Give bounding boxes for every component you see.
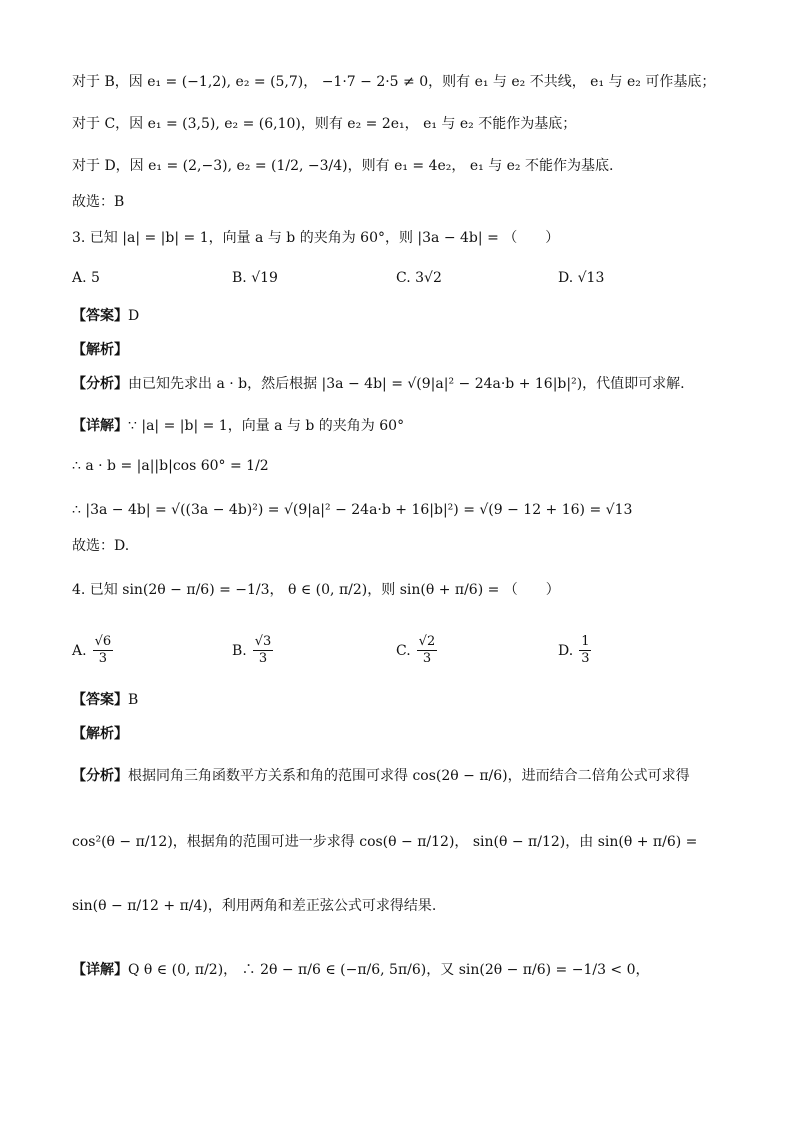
answer-value: D xyxy=(128,308,140,324)
step-line-2: ∴ |3a − 4b| = √((3a − 4b)²) = √(9|a|² − 24a·b + 16|b|²) = √(9 − 12 + 16) = √13 xyxy=(72,502,633,518)
q3-option-a: A. 5 xyxy=(72,270,100,286)
fenxi-text: 根据同角三角函数平方关系和角的范围可求得 cos(2θ − π/6)，进而结合二倍角公式可求得 xyxy=(128,768,690,784)
choose-line-1: 故选：B xyxy=(72,194,125,210)
answer-value: B xyxy=(128,692,139,708)
fenxi-line-2a xyxy=(72,766,754,786)
analysis-heading-1: 【解析】 xyxy=(72,342,128,358)
answer-line-1 xyxy=(72,306,754,326)
fenxi-line-1 xyxy=(72,374,754,394)
fenxi-line-2c: sin(θ − π/12 + π/4)，利用两角和差正弦公式可求得结果. xyxy=(72,898,437,914)
q4-option-a-fraction xyxy=(93,634,114,667)
q4-option-d-numerator: 1 xyxy=(581,634,590,649)
q3-option-b: B. √19 xyxy=(232,270,278,286)
q4-option-a-denominator: 3 xyxy=(98,651,107,666)
xiangjie-text: ∵ |a| = |b| = 1，向量 a 与 b 的夹角为 60° xyxy=(128,418,405,434)
q4-option-b-fraction xyxy=(253,634,274,667)
analysis-heading-2: 【解析】 xyxy=(72,726,128,742)
q4-option-a-label: A. xyxy=(72,642,87,659)
q4-option-c xyxy=(396,634,437,667)
q4-option-c-fraction xyxy=(417,634,438,667)
xiangjie-line-2 xyxy=(72,960,754,980)
q4-option-d-denominator: 3 xyxy=(581,651,590,666)
question-3: 3. 已知 |a| = |b| = 1，向量 a 与 b 的夹角为 60°，则 |3a − 4b| = （ ） xyxy=(72,230,560,246)
q4-option-b-label: B. xyxy=(232,642,247,659)
case-b-line: 对于 B，因 e₁ = (−1,2), e₂ = (5,7)， −1·7 − 2·5 ≠ 0，则有 e₁ 与 e₂ 不共线， e₁ 与 e₂ 可作基底； xyxy=(72,74,716,90)
q4-option-d xyxy=(558,634,591,667)
q4-option-b-denominator: 3 xyxy=(258,651,268,666)
q4-option-b xyxy=(232,634,273,667)
q3-options xyxy=(72,270,752,310)
q4-option-a-numerator: √6 xyxy=(94,634,112,649)
answer-tag: 【答案】 xyxy=(72,692,128,708)
fenxi-tag: 【分析】 xyxy=(72,768,128,784)
answer-tag: 【答案】 xyxy=(72,308,128,324)
fenxi-line-2b: cos²(θ − π/12)，根据角的范围可进一步求得 cos(θ − π/12)， sin(θ − π/12)，由 sin(θ + π/6) = xyxy=(72,834,698,850)
case-c-line: 对于 C，因 e₁ = (3,5), e₂ = (6,10)，则有 e₂ = 2e₁， e₁ 与 e₂ 不能作为基底； xyxy=(72,116,577,132)
question-4: 4. 已知 sin(2θ − π/6) = −1/3， θ ∈ (0, π/2)，则 sin(θ + π/6) = （ ） xyxy=(72,582,560,598)
fenxi-tag: 【分析】 xyxy=(72,376,128,392)
q3-option-d: D. √13 xyxy=(558,270,605,286)
q4-option-d-fraction xyxy=(579,634,591,667)
xiangjie-tag: 【详解】 xyxy=(72,418,128,434)
xiangjie-text: Q θ ∈ (0, π/2)， ∴ 2θ − π/6 ∈ (−π/6, 5π/6)，又 sin(2θ − π/6) = −1/3 < 0， xyxy=(128,962,650,978)
q4-option-c-label: C. xyxy=(396,642,411,659)
case-d-line: 对于 D，因 e₁ = (2,−3), e₂ = (1/2, −3/4)，则有 e₁ = 4e₂， e₁ 与 e₂ 不能作为基底. xyxy=(72,158,614,174)
choose-line-2: 故选：D. xyxy=(72,538,130,554)
q4-option-b-numerator: √3 xyxy=(254,634,272,649)
xiangjie-tag: 【详解】 xyxy=(72,962,128,978)
step-line-1: ∴ a · b = |a||b|cos 60° = 1/2 xyxy=(72,458,269,474)
answer-line-2 xyxy=(72,690,754,710)
q4-option-c-numerator: √2 xyxy=(418,634,436,649)
q4-option-c-denominator: 3 xyxy=(422,651,432,666)
q4-option-a xyxy=(72,634,113,667)
q4-options xyxy=(72,634,752,674)
q4-option-d-label: D. xyxy=(558,642,574,659)
q3-option-c: C. 3√2 xyxy=(396,270,442,286)
xiangjie-line-1 xyxy=(72,416,754,436)
fenxi-text: 由已知先求出 a · b，然后根据 |3a − 4b| = √(9|a|² − 24a·b + 16|b|²)，代值即可求解. xyxy=(128,376,685,392)
